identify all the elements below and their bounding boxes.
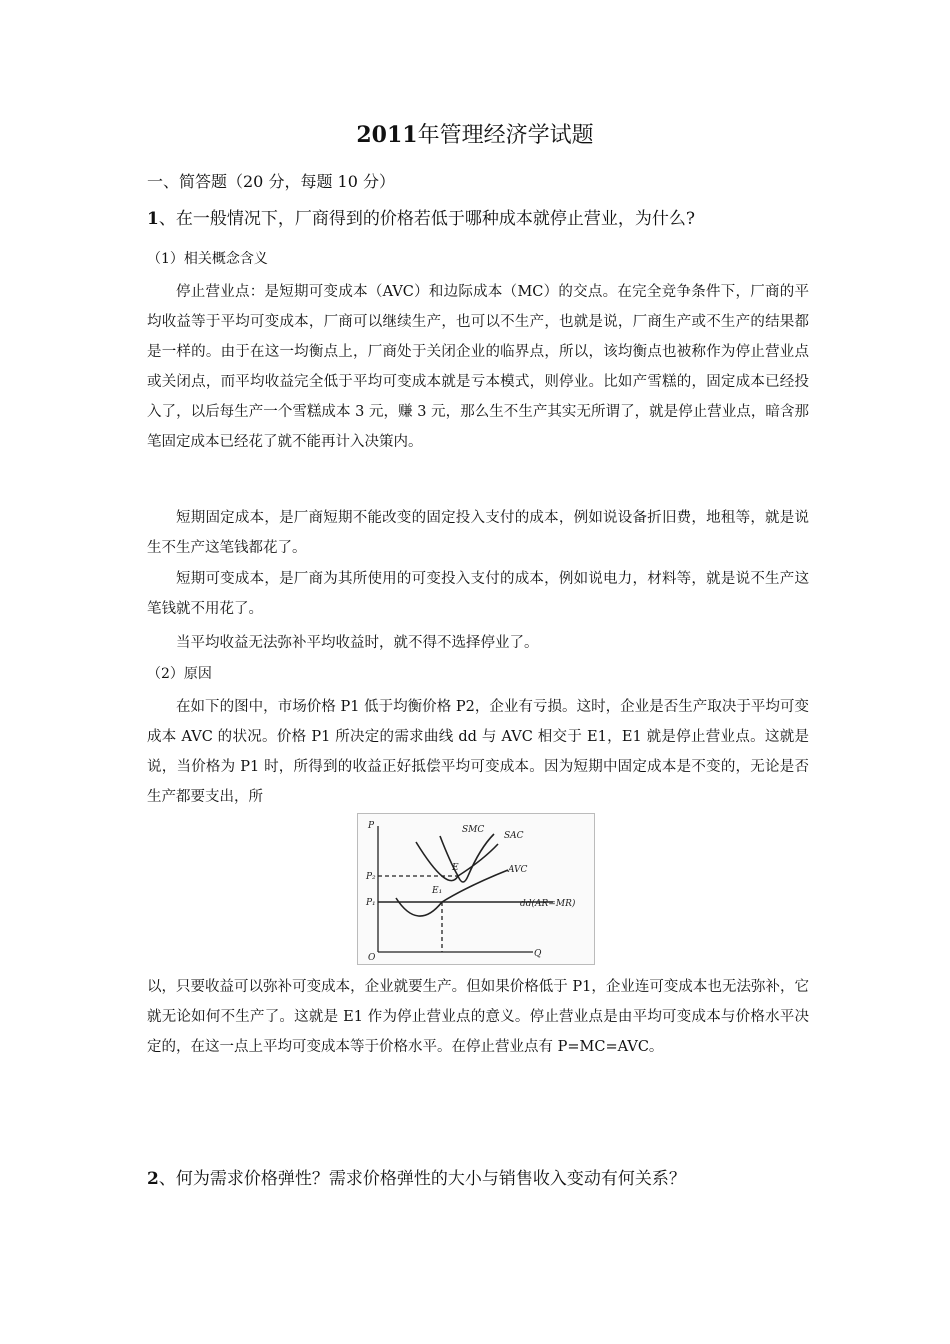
cost-curve-diagram — [358, 814, 594, 964]
question-1-number: 1 — [147, 209, 159, 229]
section-heading: 一、简答题（20 分，每题 10 分） — [147, 172, 395, 191]
paragraph-variable-cost: 短期可变成本，是厂商为其所使用的可变投入支付的成本，例如说电力，材料等，就是说不生产这笔钱就不用花了。 — [147, 571, 809, 617]
label-dd: dd(AR=MR) — [520, 899, 576, 909]
label-q: Q — [534, 949, 542, 959]
page-title — [0, 120, 950, 151]
paragraph-reason: 在如下的图中，市场价格 P1 低于均衡价格 P2，企业有亏损。这时，企业是否生产取决于平均可变成本 AVC 的状况。价格 P1 所决定的需求曲线 dd 与 AVC 相交于 E1，E1 就是停止营业点。这就是说，当价格为 P1 时，所得到的收益正好抵偿平均可变成本。因为短期中固定成本是不变的，无论是否生产都要支出，所 — [147, 699, 809, 805]
cost-curve-figure — [357, 813, 595, 965]
label-p1: P₁ — [366, 898, 376, 908]
avc-curve — [396, 870, 508, 916]
paragraph-continuation: 以，只要收益可以弥补可变成本，企业就要生产。但如果价格低于 P1，企业连可变成本也无法弥补，它就无论如何不生产了。这就是 E1 作为停止营业点的意义。停止营业点是由平均可变成本与价格水平决定的，在这一点上平均可变成本等于价格水平。在停止营业点有 P=MC=AVC。 — [147, 979, 809, 1055]
title-text: 年管理经济学试题 — [417, 123, 594, 148]
label-o: O — [368, 953, 376, 963]
paragraph-shutdown-point: 停止营业点：是短期可变成本（AVC）和边际成本（MC）的交点。在完全竞争条件下，厂商的平均收益等于平均可变成本，厂商可以继续生产，也可以不生产，也就是说，厂商生产或不生产的结果都是一样的。由于在这一均衡点上，厂商处于关闭企业的临界点，所以，该均衡点也被称作为停止营业点或关闭点，而平均收益完全低于平均可变成本就是亏本模式，则停业。比如产雪糕的，固定成本已经投入了，以后每生产一个雪糕成本 3 元，赚 3 元，那么生不生产其实无所谓了，就是停止营业点，暗含那笔固定成本已经花了就不能再计入决策内。 — [147, 284, 809, 450]
label-p2: P₂ — [366, 872, 376, 882]
label-e1: E₁ — [432, 886, 443, 896]
label-sac: SAC — [504, 831, 524, 841]
question-1 — [147, 206, 827, 232]
paragraph-fixed-cost: 短期固定成本，是厂商短期不能改变的固定投入支付的成本，例如说设备折旧费，地租等，就是说生不生产这笔钱都花了。 — [147, 510, 809, 556]
question-1-text: 、在一般情况下，厂商得到的价格若低于哪种成本就停止营业，为什么? — [158, 209, 695, 229]
label-smc: SMC — [462, 825, 485, 835]
question-2-number: 2 — [147, 1169, 159, 1189]
question-2-text: 、何为需求价格弹性？需求价格弹性的大小与销售收入变动有何关系？ — [158, 1169, 686, 1189]
paragraph-average-revenue: 当平均收益无法弥补平均收益时，就不得不选择停业了。 — [176, 635, 539, 651]
question-2 — [147, 1166, 827, 1192]
title-year: 2011 — [356, 122, 418, 148]
smc-curve — [440, 834, 494, 882]
label-p: P — [368, 821, 375, 831]
label-avc: AVC — [508, 865, 528, 875]
subheading-concepts: （1）相关概念含义 — [147, 251, 268, 267]
label-e: E — [452, 863, 459, 873]
subheading-reason: （2）原因 — [147, 666, 212, 682]
